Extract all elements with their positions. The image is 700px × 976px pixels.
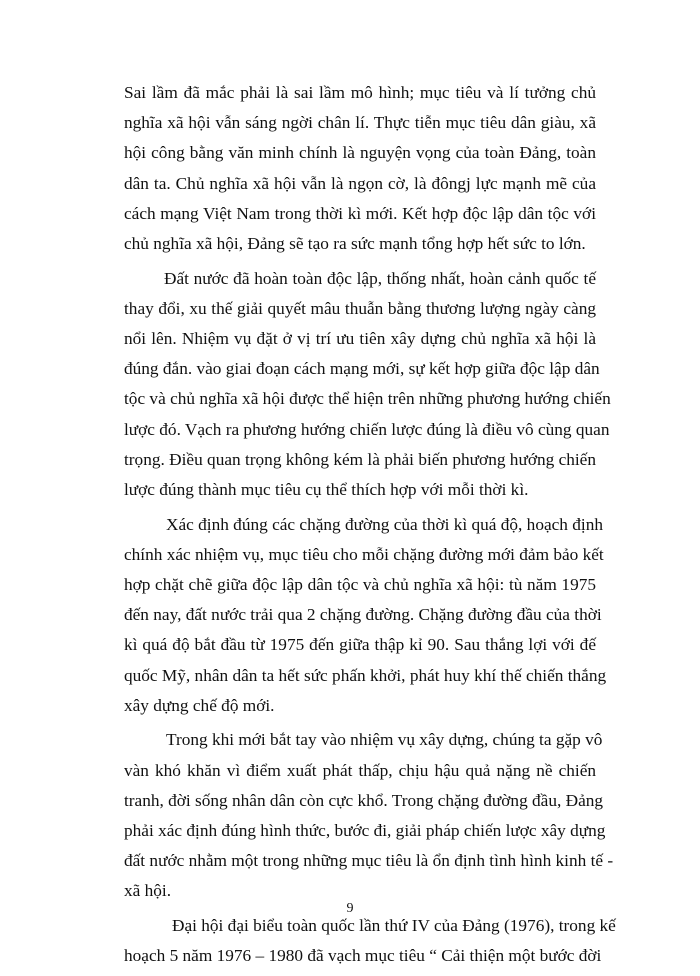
text-line: nổi lên. Nhiệm vụ đặt ở vị trí ưu tiên xây dựng chủ nghĩa xã hội là [124, 329, 596, 348]
text-line: chính xác nhiệm vụ, mục tiêu cho mỗi chặng đường mới đảm bảo kết [124, 544, 604, 564]
text-line: quốc Mỹ, nhân dân ta hết sức phấn khởi, phát huy khí thế chiến thắng [124, 665, 607, 685]
text-line: xã hội. [124, 881, 172, 901]
text-line: Xác định đúng các chặng đường của thời kì quá độ, hoạch định [166, 514, 603, 534]
text-line: Trong khi mới bắt tay vào nhiệm vụ xây dựng, chúng ta gặp vô [166, 730, 603, 750]
text-line: xây dựng chế độ mới. [124, 695, 275, 715]
paragraph-1 [124, 78, 596, 259]
text-line: đất nước nhằm một trong những mục tiêu là ổn định tình hình kinh tế - [124, 851, 614, 871]
text-line: đến nay, đất nước trải qua 2 chặng đường. Chặng đường đầu của thời [124, 605, 602, 625]
text-line: thay đổi, xu thế giải quyết mâu thuẫn bằng thương lượng ngày càng [124, 298, 596, 318]
text-line: tranh, đời sống nhân dân còn cực khổ. Trong chặng đường đầu, Đảng [124, 790, 604, 810]
text-line: dân ta. Chủ nghĩa xã hội vẫn là ngọn cờ, là đôngj lực mạnh mẽ của [124, 173, 596, 193]
text-line: lược đúng thành mục tiêu cụ thể thích hợp với mỗi thời kì. [124, 479, 529, 499]
paragraph-4 [124, 725, 614, 906]
text-line: đúng đắn. vào giai đoạn cách mạng mới, sự kết hợp giữa độc lập dân [124, 359, 600, 379]
text-line: phải xác định đúng hình thức, bước đi, giải pháp chiến lược xây dựng [124, 821, 606, 840]
text-line: Sai lầm đã mắc phải là sai lầm mô hình; mục tiêu và lí tưởng chủ [124, 83, 596, 102]
text-line: lược đó. Vạch ra phương hướng chiến lược đúng là điều vô cùng quan [124, 419, 610, 439]
text-line: vàn khó khăn vì điểm xuất phát thấp, chịu hậu quả nặng nề chiến [124, 760, 596, 780]
text-line: nghĩa xã hội vẫn sáng ngời chân lí. Thực tiễn mục tiêu dân giàu, xã [124, 113, 596, 133]
text-line: kì quá độ bắt đầu từ 1975 đến giữa thập kỉ 90. Sau thắng lợi với đế [124, 635, 596, 655]
text-line: trọng. Điều quan trọng không kém là phải biến phương hướng chiến [124, 449, 596, 469]
text-line: hợp chặt chẽ giữa độc lập dân tộc và chủ nghĩa xã hội: tù năm 1975 [124, 575, 596, 594]
paragraph-5 [124, 911, 616, 971]
paragraph-2 [124, 264, 611, 506]
text-line: hoạch 5 năm 1976 – 1980 đã vạch mục tiêu “ Cải thiện một bước đời [124, 946, 602, 966]
body-text [124, 78, 616, 976]
page-number: 9 [346, 901, 354, 916]
paragraph-3 [124, 510, 607, 721]
text-line: Đại hội đại biểu toàn quốc lần thứ IV của Đảng (1976), trong kế [172, 916, 616, 936]
text-line: cách mạng Việt Nam trong thời kì mới. Kết hợp độc lập dân tộc với [124, 203, 596, 223]
text-line: chủ nghĩa xã hội, Đảng sẽ tạo ra sức mạnh tổng hợp hết sức to lớn. [124, 233, 586, 253]
text-line: hội công bằng văn minh chính là nguyện vọng của toàn Đảng, toàn [124, 143, 596, 163]
text-line: Đất nước đã hoàn toàn độc lập, thống nhất, hoàn cảnh quốc tế [164, 268, 596, 288]
text-line: tộc và chủ nghĩa xã hội được thể hiện trên những phương hướng chiến [124, 389, 611, 409]
